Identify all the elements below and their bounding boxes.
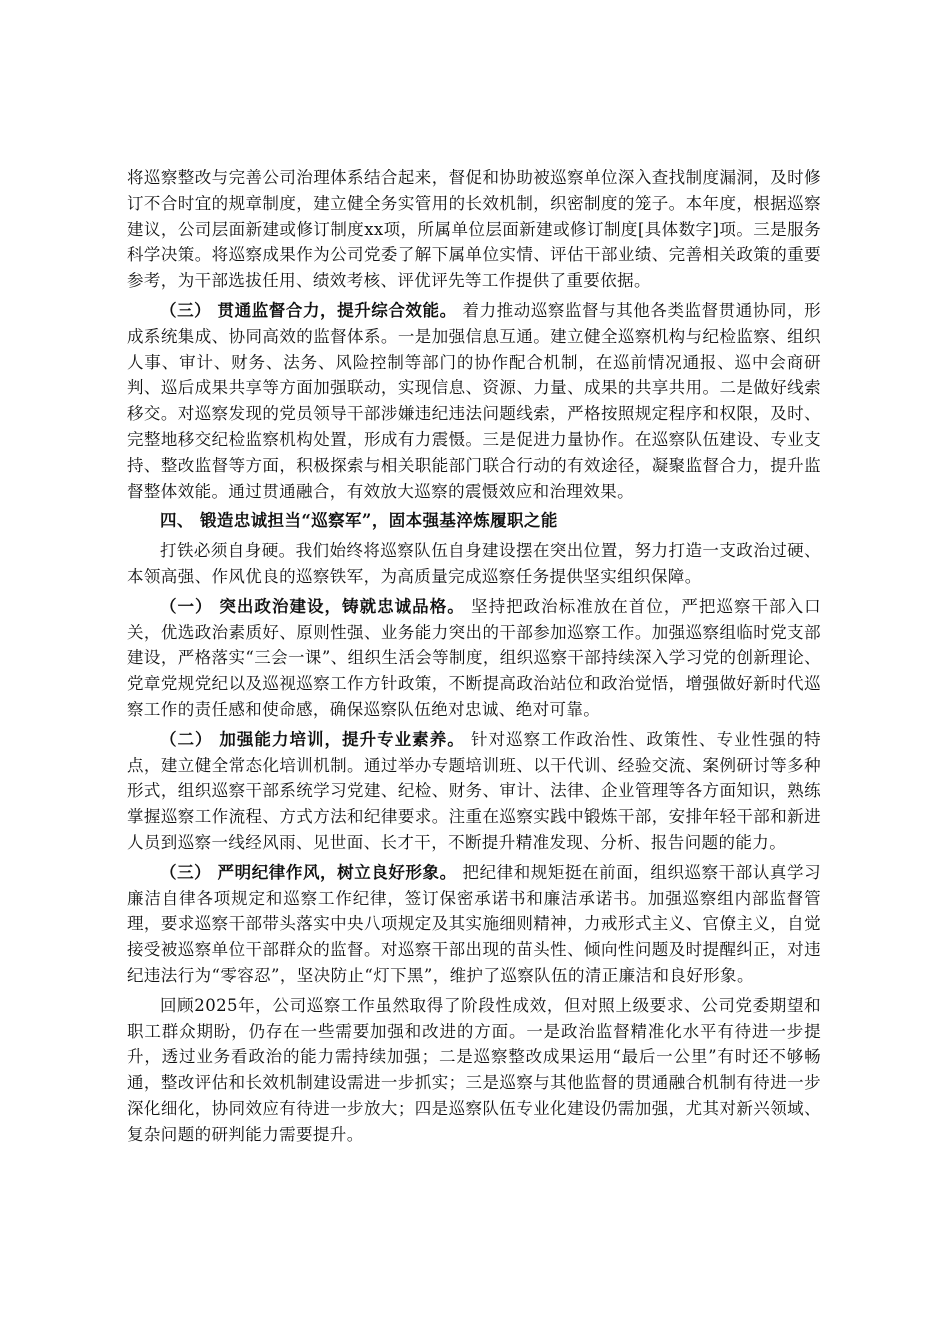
paragraph-text: 回顾2025年，公司巡察工作虽然取得了阶段性成效，但对照上级要求、公司党委期望和职工群众期盼，仍存在一些需要加强和改进的方面。一是政治监督精准化水平有待进一步提升，透过业务看政治的能力需持续加强；二是巡察整改成果运用“最后一公里”有时还不够畅通，整改评估和长效机制建设需进一步抓实；三是巡察与其他监督的贯通融合机制有待进一步深化细化，协同效应有待进一步放大；四是巡察队伍专业化建设仍需加强，尤其对新兴领域、复杂问题的研判能力需要提升。 — [127, 995, 821, 1144]
subheading-supervision-synergy: （三） 贯通监督合力，提升综合效能。 — [160, 300, 457, 320]
section-heading-four: 四、 锻造忠诚担当“巡察军”，固本强基淬炼履职之能 — [160, 511, 558, 531]
paragraph-supervision-synergy — [127, 298, 821, 504]
paragraph-text: 着力推动巡察监督与其他各类监督贯通协同，形成系统集成、协同高效的监督体系。一是加强信息互通。建立健全巡察机构与纪检监察、组织人事、审计、财务、法务、风险控制等部门的协作配合机制，在巡前情况通报、巡中会商研判、巡后成果共享等方面加强联动，实现信息、资源、力量、成果的共享共用。二是做好线索移交。对巡察发现的党员领导干部涉嫌违纪违法问题线索，严格按照规定程序和权限，及时、完整地移交纪检监察机构处置，形成有力震慑。三是促进力量协作。在巡察队伍建设、专业支持、整改监督等方面，积极探索与相关职能部门联合行动的有效途径，凝聚监督合力，提升监督整体效能。通过贯通融合，有效放大巡察的震慑效应和治理效果。 — [127, 300, 821, 501]
paragraph-capability-training — [127, 727, 821, 856]
paragraph-discipline — [127, 860, 821, 989]
paragraph-review-2025 — [127, 993, 821, 1148]
paragraph-text: 针对巡察工作政治性、政策性、专业性强的特点，建立健全常态化培训机制。通过举办专题培训班、以干代训、经验交流、案例研讨等多种形式，组织巡察干部系统学习党建、纪检、财务、审计、法律、企业管理等各方面知识，熟练掌握巡察工作流程、方式方法和纪律要求。注重在巡察实践中锻炼干部，安排年轻干部和新进人员到巡察一线经风雨、见世面、长才干，不断提升精准发现、分析、报告问题的能力。 — [127, 729, 821, 852]
subheading-discipline: （三） 严明纪律作风，树立良好形象。 — [160, 862, 457, 882]
paragraph-rectification — [127, 165, 821, 294]
paragraph-political-building — [127, 594, 821, 723]
paragraph-text: 把纪律和规矩挺在前面，组织巡察干部认真学习廉洁自律各项规定和巡察工作纪律，签订保密承诺书和廉洁承诺书。加强巡察组内部监督管理，要求巡察干部带头落实中央八项规定及其实施细则精神，力戒形式主义、官僚主义，自觉接受被巡察单位干部群众的监督。对巡察干部出现的苗头性、倾向性问题及时提醒纠正，对违纪违法行为“零容忍”，坚决防止“灯下黑”，维护了巡察队伍的清正廉洁和良好形象。 — [127, 862, 821, 985]
subheading-political-building: （一） 突出政治建设，铸就忠诚品格。 — [160, 596, 465, 616]
paragraph-text: 坚持把政治标准放在首位，严把巡察干部入口关，优选政治素质好、原则性强、业务能力突出的干部参加巡察工作。加强巡察组临时党支部建设，严格落实“三会一课”、组织生活会等制度，组织巡察干部持续深入学习党的创新理论、党章党规党纪以及巡视巡察工作方针政策，不断提高政治站位和政治觉悟，增强做好新时代巡察工作的责任感和使命感，确保巡察队伍绝对忠诚、绝对可靠。 — [127, 596, 821, 719]
paragraph-text: 将巡察整改与完善公司治理体系结合起来，督促和协助被巡察单位深入查找制度漏洞，及时修订不合时宜的规章制度，建立健全务实管用的长效机制，织密制度的笼子。本年度，根据巡察建议，公司层面新建或修订制度xx项，所属单位层面新建或修订制度[具体数字]项。三是服务科学决策。将巡察成果作为公司党委了解下属单位实情、评估干部业绩、完善相关政策的重要参考，为干部选拔任用、绩效考核、评优评先等工作提供了重要依据。 — [127, 168, 821, 291]
paragraph-team-building-intro — [127, 538, 821, 590]
paragraph-text: 打铁必须自身硬。我们始终将巡察队伍自身建设摆在突出位置，努力打造一支政治过硬、本领高强、作风优良的巡察铁军，为高质量完成巡察任务提供坚实组织保障。 — [127, 541, 821, 586]
document-page — [127, 165, 821, 1151]
subheading-capability-training: （二） 加强能力培训，提升专业素养。 — [160, 729, 465, 749]
